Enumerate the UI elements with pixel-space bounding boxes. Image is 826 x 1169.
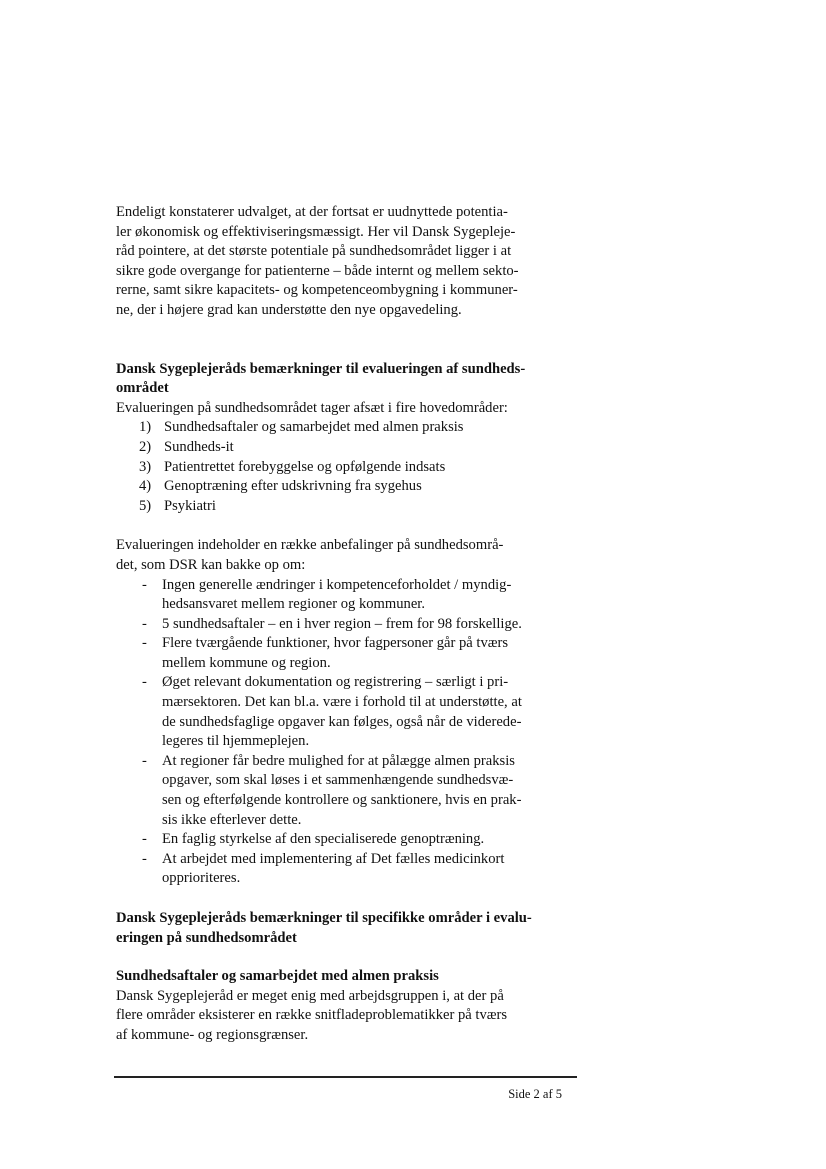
recommendations-list [116,576,576,890]
bullet-line: At arbejdet med implementering af Det fælles medicinkort [162,850,505,867]
recommendations-lead [116,536,576,575]
bullet-line: Ingen generelle ændringer i kompetenceforholdet / myndig- [162,576,512,593]
intro-paragraph [116,203,576,321]
subsection-body [116,987,576,1046]
list-text: Genoptræning efter udskrivning fra sygehus [164,478,422,495]
bullet-line: Øget relevant dokumentation og registrering – særligt i pri- [162,674,509,691]
list-number: 2) [139,438,152,455]
paragraph-line: flere områder eksisterer en række snitfladeproblematikker på tværs [116,1007,508,1024]
bullet-line: opgaver, som skal løses i et sammenhængende sundhedsvæ- [162,772,514,789]
section-heading-specific-areas [116,909,576,948]
bullet-line: hedsansvaret mellem regioner og kommuner. [162,596,426,613]
heading-line: området [116,380,169,397]
list-item [116,458,576,478]
bullet-line: En faglig styrkelse af den specialiserede genoptræning. [162,831,485,848]
list-text: Sundheds-it [164,438,234,455]
page-content [116,203,576,1046]
bullet-line: sis ikke efterlever dette. [162,811,302,828]
list-item [116,830,576,850]
paragraph-line: sikre gode overgange for patienterne – både internt og mellem sekto- [116,262,519,279]
paragraph-line: rerne, samt sikre kapacitets- og kompetenceombygning i kommuner- [116,282,518,299]
page-number: Side 2 af 5 [508,1087,562,1101]
list-text: Patientrettet forebyggelse og opfølgende indsats [164,458,446,475]
subsection-heading: Sundhedsaftaler og samarbejdet med almen praksis [116,968,439,985]
list-item [116,752,576,830]
heading-line: eringen på sundhedsområdet [116,929,297,946]
bullet-line: mellem kommune og region. [162,654,331,671]
list-number: 3) [139,458,152,475]
paragraph-line: det, som DSR kan bakke op om: [116,556,306,573]
bullet-dash: - [142,674,147,691]
list-number: 4) [139,478,152,495]
footer-divider [114,1076,577,1078]
list-item [116,673,576,751]
section-heading-evaluation [116,360,576,399]
bullet-dash: - [142,752,147,769]
list-item [116,438,576,458]
paragraph-line: Dansk Sygeplejeråd er meget enig med arbejdsgruppen i, at der på [116,987,504,1004]
bullet-line: opprioriteres. [162,870,241,887]
heading-line: Dansk Sygeplejeråds bemærkninger til specifikke områder i evalu- [116,910,532,926]
paragraph-line: Endeligt konstaterer udvalget, at der fortsat er uudnyttede potentia- [116,204,508,220]
list-item [116,615,576,635]
paragraph-line: Evalueringen indeholder en række anbefalinger på sundhedsområ- [116,537,504,554]
heading-line: Dansk Sygeplejeråds bemærkninger til evalueringen af sundheds- [116,360,526,377]
paragraph-line: ne, der i højere grad kan understøtte den nye opgavedeling. [116,301,462,318]
bullet-line: mærsektoren. Det kan bl.a. være i forhold til at understøtte, at [162,694,522,711]
list-item [116,576,576,615]
list-item [116,418,576,438]
paragraph-line: råd pointere, at det største potentiale på sundhedsområdet ligger i at [116,243,512,260]
list-text: Psykiatri [164,497,216,514]
bullet-dash: - [142,831,147,848]
bullet-line: 5 sundhedsaftaler – en i hver region – frem for 98 forskellige. [162,615,522,632]
bullet-dash: - [142,635,147,652]
bullet-line: de sundhedsfaglige opgaver kan følges, også når de viderede- [162,713,522,730]
main-areas-list [116,418,576,516]
bullet-line: Flere tværgående funktioner, hvor fagpersoner går på tværs [162,635,509,652]
paragraph-line: af kommune- og regionsgrænser. [116,1026,309,1043]
list-text: Sundhedsaftaler og samarbejdet med almen praksis [164,419,464,436]
bullet-dash: - [142,576,147,593]
bullet-line: sen og efterfølgende kontrollere og sanktionere, hvis en prak- [162,792,522,809]
paragraph-line: ler økonomisk og effektiviseringsmæssigt. Her vil Dansk Sygepleje- [116,223,516,240]
bullet-dash: - [142,850,147,867]
bullet-line: At regioner får bedre mulighed for at pålægge almen praksis [162,752,515,769]
list-item [116,497,576,517]
list-number: 5) [139,497,152,514]
list-number: 1) [139,419,152,436]
bullet-line: legeres til hjemmeplejen. [162,733,310,750]
list-item [116,850,576,889]
list-item [116,634,576,673]
evaluation-lead: Evalueringen på sundhedsområdet tager afsæt i fire hovedområder: [116,399,508,416]
list-item [116,477,576,497]
bullet-dash: - [142,615,147,632]
